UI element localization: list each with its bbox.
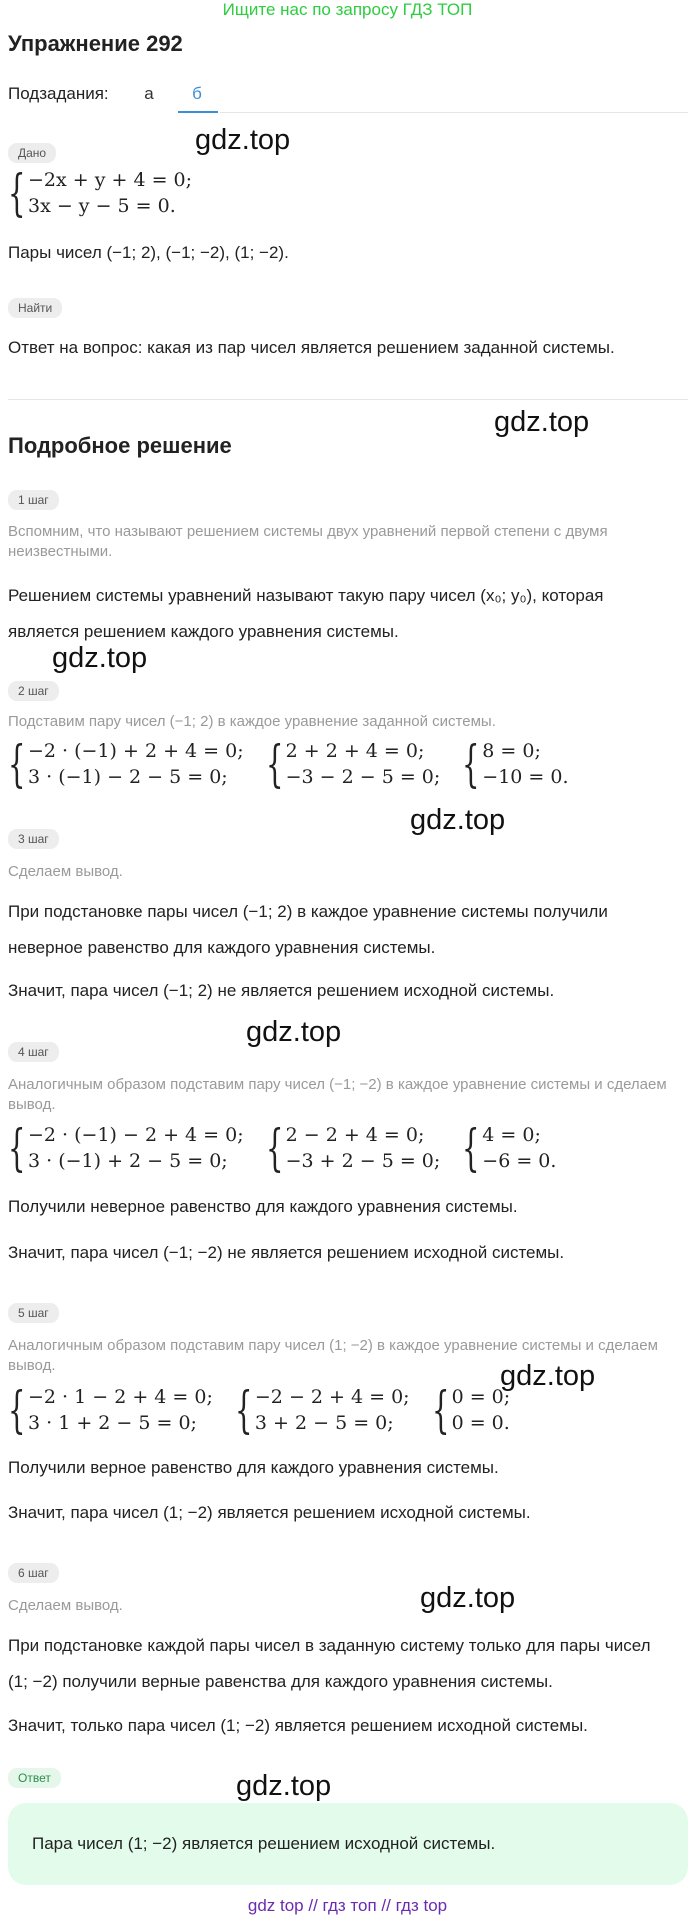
link-gdz-top-mixed[interactable]: гдз top [395,1896,448,1915]
brace-icon: { [8,164,26,222]
section-divider [8,399,688,400]
watermark: gdz.top [410,804,506,836]
link-gdz-top-ru[interactable]: гдз топ [322,1896,377,1915]
tabs-divider [220,112,688,113]
tab-b[interactable]: б [192,84,202,103]
top-banner[interactable]: Ищите нас по запросу ГДЗ ТОП [222,0,473,19]
brace-icon: { [265,735,284,793]
active-tab-indicator [178,111,218,113]
step-1-badge: 1 шаг [8,490,59,510]
answer-text: Пара чисел (1; −2) является решением исходной системы. [32,1834,496,1853]
given-eq-2: 3x − y − 5 = 0. [28,195,176,217]
equation: −6 = 0. [482,1150,557,1172]
step-6-badge: 6 шаг [8,1563,59,1583]
step-5-badge: 5 шаг [8,1303,59,1323]
step-1-hint: Вспомним, что называют решением системы двух уравнений первой степени с двумя неизвестными. [8,523,608,560]
equation: 2 + 2 + 4 = 0; [285,740,425,762]
equation: 0 = 0; [451,1386,511,1408]
watermark: gdz.top [246,1016,342,1048]
step-4-text: Получили неверное равенство для каждого уравнения системы. [8,1197,518,1216]
equation: 4 = 0; [482,1124,541,1146]
given-badge: Дано [8,143,56,163]
brace-icon: { [431,1381,450,1439]
step-3-hint: Сделаем вывод. [8,863,123,880]
step-3-conclusion: Значит, пара чисел (−1; 2) не является решением исходной системы. [8,981,555,1000]
step-2-systems [8,735,569,793]
page-title: Упражнение 292 [8,31,183,56]
step-6-text: При подстановке каждой пары чисел в заданную систему только для пары чисел (1; −2) получили верные равенства для каждого уравнения системы. [8,1636,651,1691]
step-5-text: Получили верное равенство для каждого уравнения системы. [8,1458,499,1477]
step-5-systems [8,1381,511,1439]
equation: 0 = 0. [451,1412,510,1434]
equation: 3 · (−1) + 2 − 5 = 0; [28,1150,228,1172]
equation: −2 · (−1) − 2 + 4 = 0; [28,1124,244,1146]
step-4-conclusion: Значит, пара чисел (−1; −2) не является решением исходной системы. [8,1243,565,1262]
tab-a[interactable]: а [144,84,154,103]
step-4-badge: 4 шаг [8,1042,59,1062]
step-1-text: Решением системы уравнений называют такую пару чисел (x₀; y₀), которая является решением каждого уравнения системы. [8,586,604,641]
brace-icon: { [462,1119,480,1177]
find-badge: Найти [8,298,62,318]
step-3-text: При подстановке пары чисел (−1; 2) в каждое уравнение системы получили неверное равенство для каждого уравнения системы. [8,902,608,957]
step-3-badge: 3 шаг [8,829,59,849]
equation: −2 · 1 − 2 + 4 = 0; [28,1386,213,1408]
brace-icon: { [462,735,480,793]
watermark: gdz.top [420,1582,516,1614]
given-eq-1: −2x + y + 4 = 0; [28,169,193,191]
find-text: Ответ на вопрос: какая из пар чисел является решением заданной системы. [8,338,615,357]
step-2-badge: 2 шаг [8,681,59,701]
equation: 3 + 2 − 5 = 0; [254,1412,394,1434]
brace-icon: { [8,1119,26,1177]
step-6-hint: Сделаем вывод. [8,1597,123,1614]
equation: −10 = 0. [482,766,569,788]
link-separator: // [381,1896,391,1915]
equation: −2 · (−1) + 2 + 4 = 0; [28,740,244,762]
equation: −3 + 2 − 5 = 0; [285,1150,441,1172]
given-pairs: Пары чисел (−1; 2), (−1; −2), (1; −2). [8,243,289,262]
watermark: gdz.top [500,1360,596,1392]
brace-icon: { [265,1119,284,1177]
answer-badge: Ответ [8,1768,61,1788]
step-5-hint: Аналогичным образом подставим пару чисел (1; −2) в каждое уравнение системы и сделаем вывод. [8,1337,658,1374]
equation: 3 · 1 + 2 − 5 = 0; [28,1412,197,1434]
watermark: gdz.top [494,406,590,438]
link-separator: // [308,1896,318,1915]
watermark: gdz.top [236,1770,332,1802]
equation: 2 − 2 + 4 = 0; [285,1124,425,1146]
subtasks-label: Подзадания: [8,84,109,103]
equation: 3 · (−1) − 2 − 5 = 0; [28,766,228,788]
equation: −3 − 2 − 5 = 0; [285,766,441,788]
brace-icon: { [8,735,26,793]
step-4-systems [8,1119,557,1177]
brace-icon: { [8,1381,26,1439]
bottom-links [0,1896,695,1916]
step-2-hint: Подставим пару чисел (−1; 2) в каждое уравнение заданной системы. [8,713,496,730]
step-4-hint: Аналогичным образом подставим пару чисел (−1; −2) в каждое уравнение системы и сделаем вывод. [8,1076,667,1113]
answer-box [8,1803,688,1885]
step-5-conclusion: Значит, пара чисел (1; −2) является решением исходной системы. [8,1503,531,1522]
watermark: gdz.top [52,642,148,674]
solution-title: Подробное решение [8,433,232,458]
given-system [8,164,193,222]
step-6-conclusion: Значит, только пара чисел (1; −2) является решением исходной системы. [8,1716,588,1735]
link-gdz-top[interactable]: gdz top [247,1896,304,1915]
brace-icon: { [234,1381,253,1439]
equation: −2 − 2 + 4 = 0; [254,1386,410,1408]
watermark: gdz.top [195,124,291,156]
equation: 8 = 0; [482,740,541,762]
